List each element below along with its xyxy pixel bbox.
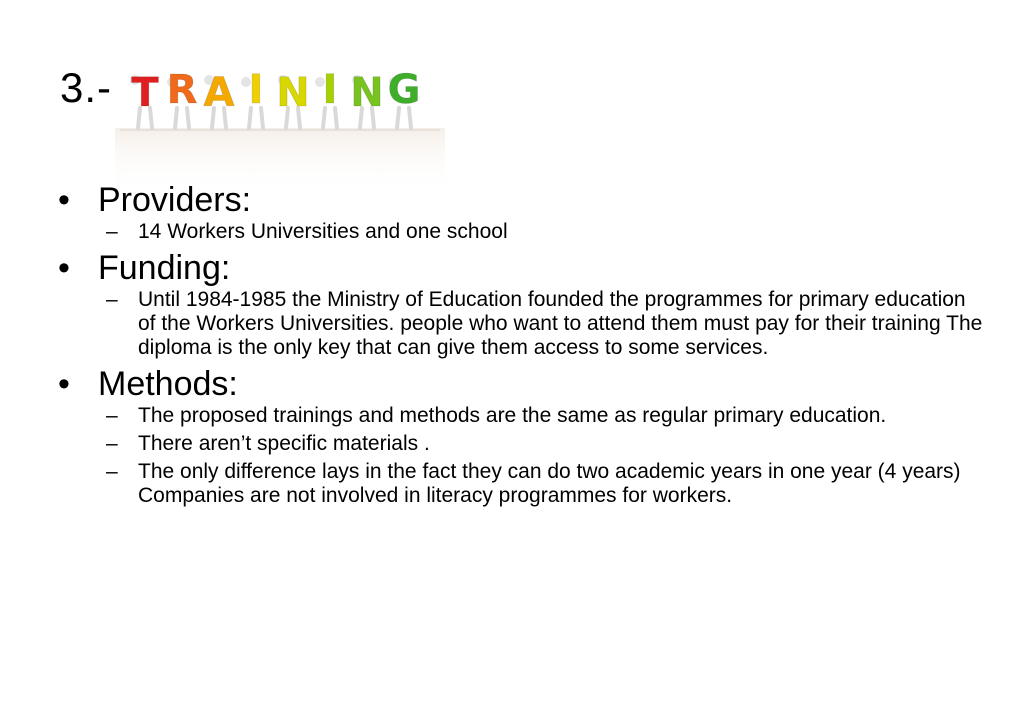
- logo-letter: I: [322, 67, 338, 113]
- bullet-icon: •: [58, 181, 70, 219]
- logo-letter: G: [387, 67, 421, 113]
- slide-title-number: 3.-: [60, 64, 113, 111]
- dash-icon: –: [106, 288, 118, 311]
- bullet-heading-providers: [58, 180, 988, 220]
- sub-item: [58, 460, 988, 508]
- sub-item: [58, 404, 988, 428]
- dash-icon: –: [106, 404, 118, 427]
- logo-letter: A: [203, 70, 235, 116]
- section-methods: [58, 364, 988, 508]
- sub-item-text: The proposed trainings and methods are the same as regular primary education.: [138, 404, 887, 427]
- bullet-icon: •: [58, 249, 70, 287]
- sub-item: [58, 432, 988, 456]
- dash-icon: –: [106, 460, 118, 483]
- logo-letter: R: [166, 67, 198, 113]
- bullet-icon: •: [58, 365, 70, 403]
- section-funding: [58, 248, 988, 360]
- bullet-heading-methods: [58, 364, 988, 404]
- dash-icon: –: [106, 432, 118, 455]
- slide-body: [58, 180, 988, 512]
- bullet-heading-funding: [58, 248, 988, 288]
- sub-item-text: There aren’t specific materials .: [138, 432, 430, 455]
- heading-text: Providers:: [98, 181, 252, 219]
- sub-item-text: 14 Workers Universities and one school: [138, 220, 508, 243]
- sub-item: [58, 288, 988, 360]
- logo-letter: N: [276, 70, 310, 116]
- logo-letters: [131, 67, 420, 116]
- section-providers: [58, 180, 988, 244]
- logo-letter: N: [350, 70, 384, 116]
- dash-icon: –: [106, 220, 118, 243]
- sub-item-text: Until 1984-1985 the Ministry of Education founded the programmes for primary education of the Workers Universities. people who want to attend them must pay for their training The diploma is the only key that can give them access to some services.: [138, 288, 983, 359]
- heading-text: Methods:: [98, 365, 238, 403]
- logo-letter: I: [248, 67, 264, 113]
- logo-letter: T: [131, 70, 159, 116]
- training-logo-image: [115, 58, 445, 193]
- heading-text: Funding:: [98, 249, 231, 287]
- sub-item-text: The only difference lays in the fact they can do two academic years in one year (4 years) Companies are not involved in literacy programmes for workers.: [138, 460, 961, 507]
- sub-item: [58, 220, 988, 244]
